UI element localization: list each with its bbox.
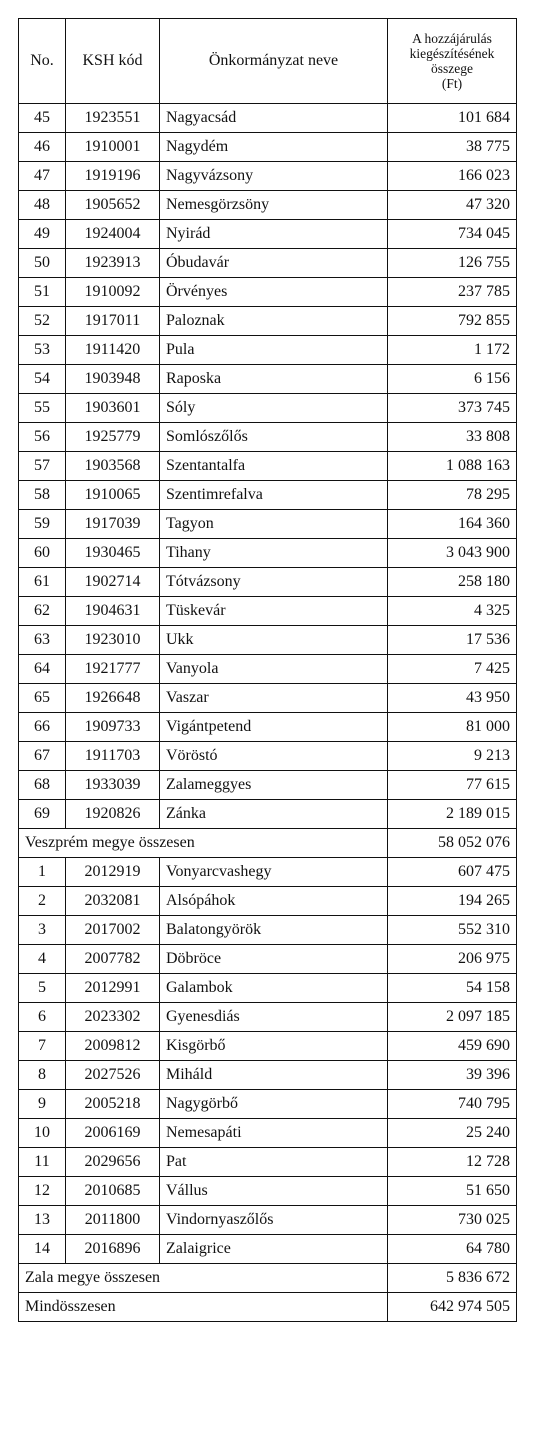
cell-municipality-name: Nagyvázsony	[160, 162, 388, 191]
cell-municipality-name: Tihany	[160, 539, 388, 568]
cell-ksh-code: 2007782	[66, 945, 160, 974]
cell-amount: 1 088 163	[388, 452, 517, 481]
cell-ksh-code: 1919196	[66, 162, 160, 191]
cell-municipality-name: Vanyola	[160, 655, 388, 684]
cell-ksh-code: 1923551	[66, 104, 160, 133]
cell-no: 66	[19, 713, 66, 742]
cell-no: 65	[19, 684, 66, 713]
cell-ksh-code: 1911703	[66, 742, 160, 771]
table-row	[19, 452, 517, 481]
cell-amount: 3 043 900	[388, 539, 517, 568]
header-amount-line: (Ft)	[441, 76, 463, 91]
cell-municipality-name: Raposka	[160, 365, 388, 394]
cell-municipality-name: Vigántpetend	[160, 713, 388, 742]
cell-amount: 51 650	[388, 1177, 517, 1206]
cell-municipality-name: Vindornyaszőlős	[160, 1206, 388, 1235]
cell-municipality-name: Alsópáhok	[160, 887, 388, 916]
cell-no: 58	[19, 481, 66, 510]
cell-amount: 194 265	[388, 887, 517, 916]
cell-ksh-code: 1920826	[66, 800, 160, 829]
cell-ksh-code: 1904631	[66, 597, 160, 626]
table-row	[19, 394, 517, 423]
header-row	[19, 19, 517, 104]
cell-municipality-name: Sóly	[160, 394, 388, 423]
cell-amount: 12 728	[388, 1148, 517, 1177]
subtotal-label: Zala megye összesen	[19, 1264, 388, 1293]
table-row	[19, 510, 517, 539]
cell-no: 46	[19, 133, 66, 162]
cell-amount: 258 180	[388, 568, 517, 597]
allocation-table	[18, 18, 517, 1322]
table-row	[19, 1061, 517, 1090]
subtotal-row	[19, 1264, 517, 1293]
cell-amount: 164 360	[388, 510, 517, 539]
cell-no: 48	[19, 191, 66, 220]
table-row	[19, 133, 517, 162]
table-body	[19, 104, 517, 1322]
table-row	[19, 191, 517, 220]
cell-ksh-code: 1926648	[66, 684, 160, 713]
cell-municipality-name: Pat	[160, 1148, 388, 1177]
cell-no: 55	[19, 394, 66, 423]
cell-municipality-name: Nagyacsád	[160, 104, 388, 133]
cell-no: 61	[19, 568, 66, 597]
cell-municipality-name: Balatongyörök	[160, 916, 388, 945]
table-row	[19, 1090, 517, 1119]
table-row	[19, 365, 517, 394]
table-row	[19, 655, 517, 684]
table-row	[19, 974, 517, 1003]
cell-ksh-code: 1923010	[66, 626, 160, 655]
cell-no: 67	[19, 742, 66, 771]
cell-ksh-code: 2011800	[66, 1206, 160, 1235]
table-row	[19, 742, 517, 771]
cell-no: 69	[19, 800, 66, 829]
cell-ksh-code: 1910092	[66, 278, 160, 307]
header-amount-line: összege	[431, 61, 473, 76]
cell-amount: 7 425	[388, 655, 517, 684]
table-row	[19, 278, 517, 307]
cell-municipality-name: Szentantalfa	[160, 452, 388, 481]
cell-no: 52	[19, 307, 66, 336]
table-row	[19, 568, 517, 597]
cell-no: 11	[19, 1148, 66, 1177]
cell-amount: 78 295	[388, 481, 517, 510]
cell-no: 10	[19, 1119, 66, 1148]
cell-no: 59	[19, 510, 66, 539]
cell-ksh-code: 1923913	[66, 249, 160, 278]
subtotal-row	[19, 829, 517, 858]
cell-no: 51	[19, 278, 66, 307]
cell-amount: 237 785	[388, 278, 517, 307]
cell-ksh-code: 1924004	[66, 220, 160, 249]
cell-amount: 33 808	[388, 423, 517, 452]
table-row	[19, 249, 517, 278]
cell-municipality-name: Somlószőlős	[160, 423, 388, 452]
table-row	[19, 423, 517, 452]
table-row	[19, 597, 517, 626]
cell-municipality-name: Nagygörbő	[160, 1090, 388, 1119]
cell-municipality-name: Nemesgörzsöny	[160, 191, 388, 220]
cell-municipality-name: Nagydém	[160, 133, 388, 162]
subtotal-label: Veszprém megye összesen	[19, 829, 388, 858]
cell-municipality-name: Vöröstó	[160, 742, 388, 771]
cell-ksh-code: 2017002	[66, 916, 160, 945]
table-row	[19, 626, 517, 655]
table-row	[19, 916, 517, 945]
table-row	[19, 771, 517, 800]
cell-amount: 126 755	[388, 249, 517, 278]
table-row	[19, 539, 517, 568]
cell-municipality-name: Vállus	[160, 1177, 388, 1206]
cell-municipality-name: Nyirád	[160, 220, 388, 249]
subtotal-row	[19, 1293, 517, 1322]
cell-ksh-code: 2010685	[66, 1177, 160, 1206]
cell-ksh-code: 1902714	[66, 568, 160, 597]
cell-no: 54	[19, 365, 66, 394]
cell-amount: 101 684	[388, 104, 517, 133]
cell-municipality-name: Zánka	[160, 800, 388, 829]
table-row	[19, 1148, 517, 1177]
table-row	[19, 1206, 517, 1235]
cell-ksh-code: 1930465	[66, 539, 160, 568]
cell-ksh-code: 1921777	[66, 655, 160, 684]
cell-no: 49	[19, 220, 66, 249]
table-row	[19, 220, 517, 249]
table-row	[19, 684, 517, 713]
cell-municipality-name: Óbudavár	[160, 249, 388, 278]
cell-amount: 38 775	[388, 133, 517, 162]
cell-amount: 81 000	[388, 713, 517, 742]
cell-ksh-code: 1909733	[66, 713, 160, 742]
cell-municipality-name: Örvényes	[160, 278, 388, 307]
cell-ksh-code: 2012919	[66, 858, 160, 887]
table-row	[19, 481, 517, 510]
cell-amount: 373 745	[388, 394, 517, 423]
cell-amount: 166 023	[388, 162, 517, 191]
cell-no: 13	[19, 1206, 66, 1235]
header-no: No.	[19, 19, 66, 104]
cell-amount: 4 325	[388, 597, 517, 626]
cell-municipality-name: Pula	[160, 336, 388, 365]
table-row	[19, 858, 517, 887]
table-row	[19, 104, 517, 133]
cell-ksh-code: 1903601	[66, 394, 160, 423]
cell-municipality-name: Tótvázsony	[160, 568, 388, 597]
cell-municipality-name: Gyenesdiás	[160, 1003, 388, 1032]
cell-municipality-name: Miháld	[160, 1061, 388, 1090]
cell-ksh-code: 2029656	[66, 1148, 160, 1177]
cell-amount: 730 025	[388, 1206, 517, 1235]
cell-municipality-name: Tagyon	[160, 510, 388, 539]
table-header	[19, 19, 517, 104]
subtotal-amount: 642 974 505	[388, 1293, 517, 1322]
subtotal-amount: 5 836 672	[388, 1264, 517, 1293]
cell-no: 12	[19, 1177, 66, 1206]
table-row	[19, 1177, 517, 1206]
cell-no: 60	[19, 539, 66, 568]
cell-amount: 206 975	[388, 945, 517, 974]
cell-no: 64	[19, 655, 66, 684]
cell-amount: 77 615	[388, 771, 517, 800]
cell-ksh-code: 2023302	[66, 1003, 160, 1032]
header-amount-line: A hozzájárulás	[412, 31, 492, 46]
cell-ksh-code: 1910065	[66, 481, 160, 510]
table-row	[19, 162, 517, 191]
cell-no: 5	[19, 974, 66, 1003]
cell-no: 50	[19, 249, 66, 278]
cell-ksh-code: 1910001	[66, 133, 160, 162]
cell-municipality-name: Vonyarcvashegy	[160, 858, 388, 887]
cell-ksh-code: 2027526	[66, 1061, 160, 1090]
cell-ksh-code: 1905652	[66, 191, 160, 220]
header-amount	[388, 19, 517, 104]
cell-no: 47	[19, 162, 66, 191]
cell-ksh-code: 1917011	[66, 307, 160, 336]
cell-no: 14	[19, 1235, 66, 1264]
cell-no: 2	[19, 887, 66, 916]
cell-amount: 734 045	[388, 220, 517, 249]
cell-ksh-code: 2009812	[66, 1032, 160, 1061]
cell-amount: 54 158	[388, 974, 517, 1003]
cell-ksh-code: 2005218	[66, 1090, 160, 1119]
cell-municipality-name: Nemesapáti	[160, 1119, 388, 1148]
cell-amount: 64 780	[388, 1235, 517, 1264]
table-row	[19, 1032, 517, 1061]
table-row	[19, 307, 517, 336]
subtotal-amount: 58 052 076	[388, 829, 517, 858]
cell-amount: 47 320	[388, 191, 517, 220]
cell-no: 63	[19, 626, 66, 655]
table-row	[19, 1003, 517, 1032]
cell-amount: 17 536	[388, 626, 517, 655]
cell-municipality-name: Döbröce	[160, 945, 388, 974]
cell-amount: 792 855	[388, 307, 517, 336]
table-row	[19, 1119, 517, 1148]
cell-no: 53	[19, 336, 66, 365]
cell-no: 62	[19, 597, 66, 626]
table-row	[19, 945, 517, 974]
cell-amount: 25 240	[388, 1119, 517, 1148]
header-ksh-code: KSH kód	[66, 19, 160, 104]
cell-municipality-name: Galambok	[160, 974, 388, 1003]
cell-ksh-code: 1911420	[66, 336, 160, 365]
cell-ksh-code: 1903568	[66, 452, 160, 481]
cell-ksh-code: 1925779	[66, 423, 160, 452]
cell-amount: 2 097 185	[388, 1003, 517, 1032]
cell-municipality-name: Szentimrefalva	[160, 481, 388, 510]
cell-amount: 39 396	[388, 1061, 517, 1090]
cell-municipality-name: Paloznak	[160, 307, 388, 336]
cell-ksh-code: 2006169	[66, 1119, 160, 1148]
cell-municipality-name: Zalameggyes	[160, 771, 388, 800]
cell-amount: 6 156	[388, 365, 517, 394]
cell-ksh-code: 1917039	[66, 510, 160, 539]
table-row	[19, 713, 517, 742]
cell-no: 7	[19, 1032, 66, 1061]
cell-ksh-code: 1933039	[66, 771, 160, 800]
table-row	[19, 336, 517, 365]
cell-municipality-name: Ukk	[160, 626, 388, 655]
cell-municipality-name: Tüskevár	[160, 597, 388, 626]
cell-no: 4	[19, 945, 66, 974]
cell-ksh-code: 2016896	[66, 1235, 160, 1264]
cell-ksh-code: 2012991	[66, 974, 160, 1003]
cell-amount: 552 310	[388, 916, 517, 945]
cell-no: 9	[19, 1090, 66, 1119]
cell-no: 56	[19, 423, 66, 452]
cell-no: 68	[19, 771, 66, 800]
header-municipality-name: Önkormányzat neve	[160, 19, 388, 104]
subtotal-label: Mindösszesen	[19, 1293, 388, 1322]
cell-no: 57	[19, 452, 66, 481]
cell-amount: 740 795	[388, 1090, 517, 1119]
cell-amount: 9 213	[388, 742, 517, 771]
cell-no: 6	[19, 1003, 66, 1032]
cell-no: 1	[19, 858, 66, 887]
cell-municipality-name: Vaszar	[160, 684, 388, 713]
cell-no: 8	[19, 1061, 66, 1090]
cell-no: 3	[19, 916, 66, 945]
cell-municipality-name: Kisgörbő	[160, 1032, 388, 1061]
table-row	[19, 887, 517, 916]
cell-municipality-name: Zalaigrice	[160, 1235, 388, 1264]
table-row	[19, 1235, 517, 1264]
cell-amount: 607 475	[388, 858, 517, 887]
cell-no: 45	[19, 104, 66, 133]
header-amount-line: kiegészítésének	[409, 46, 495, 61]
cell-amount: 2 189 015	[388, 800, 517, 829]
cell-amount: 43 950	[388, 684, 517, 713]
cell-ksh-code: 2032081	[66, 887, 160, 916]
cell-amount: 459 690	[388, 1032, 517, 1061]
cell-ksh-code: 1903948	[66, 365, 160, 394]
table-row	[19, 800, 517, 829]
cell-amount: 1 172	[388, 336, 517, 365]
